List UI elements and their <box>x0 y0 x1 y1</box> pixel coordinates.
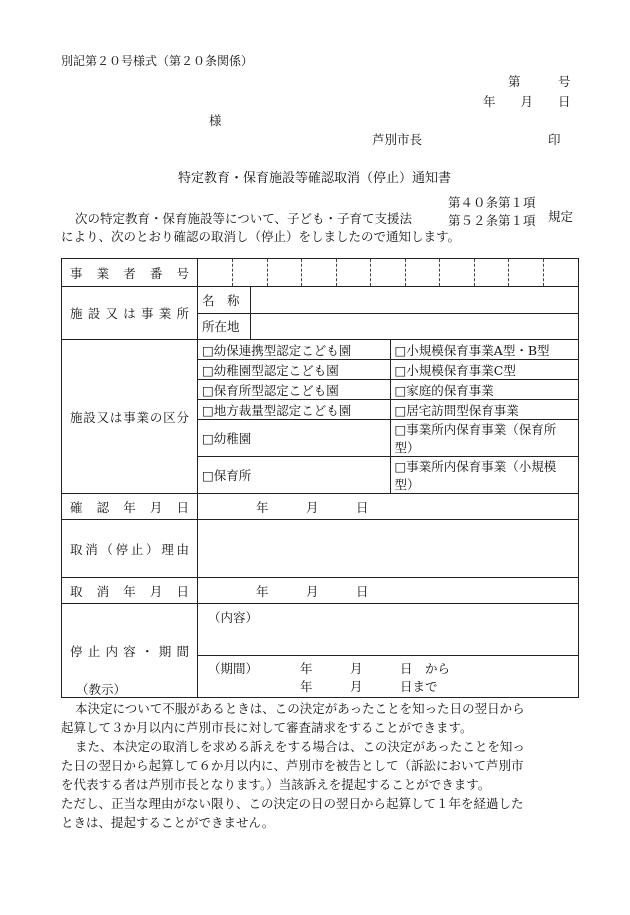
document-date: 年 月 日 <box>483 94 571 109</box>
category-option[interactable]: □事業所内保育事業（小規模型） <box>390 457 578 494</box>
category-option[interactable]: □事業所内保育事業（保育所型） <box>390 420 578 457</box>
cancel-date-field[interactable]: 年 月 日 <box>198 578 579 604</box>
category-option[interactable]: □保育所 <box>198 457 390 494</box>
notice-table <box>61 258 579 698</box>
period-until: 年 月 日まで <box>300 679 438 694</box>
content-label: （内容） <box>208 610 259 625</box>
category-grid <box>198 340 578 493</box>
intro-rule: 規定 <box>548 209 574 224</box>
category-label: 施設又は事業の区分 <box>62 340 198 494</box>
seal-mark: 印 <box>548 132 561 147</box>
period-field[interactable] <box>198 656 578 696</box>
confirm-date-label: 確認年月日 <box>62 494 198 520</box>
category-option[interactable]: □幼稚園 <box>198 420 390 457</box>
document-title: 特定教育・保育施設等確認取消（停止）通知書 <box>178 171 452 186</box>
period-from: 年 月 日 から <box>300 661 451 676</box>
sender: 芦別市長 <box>372 132 423 147</box>
category-option[interactable]: □小規模保育事業C型 <box>390 360 578 380</box>
category-option[interactable]: □居宅訪問型保育事業 <box>390 400 578 420</box>
category-option[interactable]: □幼稚園型認定こども園 <box>198 360 390 380</box>
address-field[interactable] <box>250 313 578 339</box>
reason-field[interactable] <box>198 520 579 578</box>
notice-body: 本決定について不服があるときは、この決定があったことを知った日の翌日から 起算して３か月以内に芦別市長に対して審査請求をすることができます。 また、本決定の取消しを求める訴えをする場合は、この決定があったことを知っ た日の翌日から起算して６か月以内に、芦別市を被告として（訴訟において芦別市 を代表する者は芦別市長となります。）当該訴えを提起することができます。 ただし、正当な理由がない限り、この決定の日の翌日から起算して１年を経過した ときは、提起することができません。 <box>61 701 525 830</box>
confirm-date-field[interactable]: 年 月 日 <box>198 494 579 520</box>
facility-label: 施設又は事業所 <box>62 287 198 340</box>
category-option[interactable]: □保育所型認定こども園 <box>198 380 390 400</box>
operator-number-label: 事業者番号 <box>62 259 198 287</box>
cancel-date-label: 取消年月日 <box>62 578 198 604</box>
content-field[interactable] <box>198 604 578 656</box>
addressee: 様 <box>209 113 222 128</box>
document-number: 第 号 <box>508 74 571 89</box>
suspension-label: 停止内容・期間 <box>62 604 198 698</box>
intro-line1: 次の特定教育・保育施設等について、子ども・子育て支援法 <box>75 211 413 226</box>
form-reference: 別記第２０号様式（第２０条関係） <box>61 54 254 68</box>
category-option[interactable]: □地方裁量型認定こども園 <box>198 400 390 420</box>
notice-heading: （教示） <box>76 682 127 697</box>
address-label: 所在地 <box>198 313 250 339</box>
category-option[interactable]: □家庭的保育事業 <box>390 380 578 400</box>
name-field[interactable] <box>250 287 578 313</box>
reason-label: 取消（停止）理由 <box>62 520 198 578</box>
intro-clause1: 第４０条第１項 <box>448 195 536 210</box>
intro-clause2: 第５２条第１項 <box>448 213 536 228</box>
intro-line2: により、次のとおり確認の取消し（停止）をしましたので通知します。 <box>61 229 461 244</box>
category-option[interactable]: □幼保連携型認定こども園 <box>198 340 390 360</box>
category-option[interactable]: □小規模保育事業A型・B型 <box>390 340 578 360</box>
name-label: 名 称 <box>198 287 250 313</box>
period-label: （期間） <box>208 661 259 676</box>
